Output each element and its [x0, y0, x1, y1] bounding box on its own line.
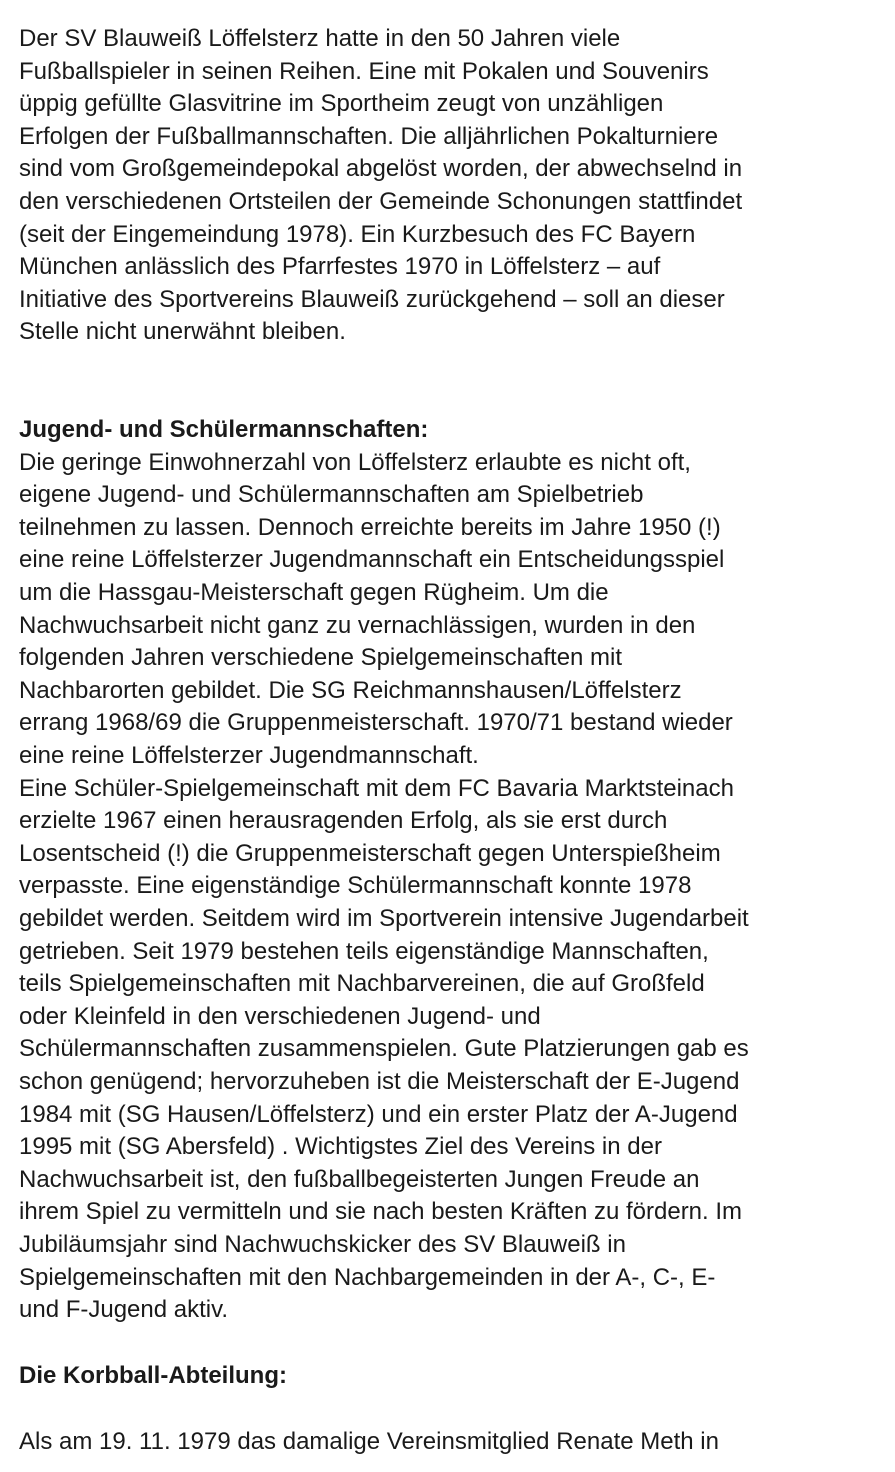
text-line: Stelle nicht unerwähnt bleiben.: [19, 318, 346, 346]
text-line: Erfolgen der Fußballmannschaften. Die alljährlichen Pokalturniere: [19, 122, 719, 150]
text-line: Als am 19. 11. 1979 das damalige Vereinsmitglied Renate Meth in: [19, 1428, 719, 1455]
text-line: erzielte 1967 einen herausragenden Erfolg, als sie erst durch: [19, 807, 668, 835]
text-line: teilnehmen zu lassen. Dennoch erreichte bereits im Jahre 1950 (!): [19, 513, 721, 541]
text-line: eine reine Löffelsterzer Jugendmannschaft ein Entscheidungsspiel: [19, 546, 725, 574]
text-line: Eine Schüler-Spielgemeinschaft mit dem FC Bavaria Marktsteinach: [19, 774, 734, 802]
text-line: gebildet werden. Seitdem wird im Sportverein intensive Jugendarbeit: [19, 905, 749, 932]
text-line: München anlässlich des Pfarrfestes 1970 in Löffelsterz – auf: [19, 253, 661, 281]
text-line: oder Kleinfeld in den verschiedenen Jugend- und: [19, 1002, 541, 1030]
text-line: Losentscheid (!) die Gruppenmeisterschaft gegen Unterspießheim: [19, 839, 721, 867]
text-line: üppig gefüllte Glasvitrine im Sportheim zeugt von unzähligen: [19, 90, 664, 118]
text-line: getrieben. Seit 1979 bestehen teils eigenständige Mannschaften,: [19, 937, 709, 965]
text-line: Nachwuchsarbeit ist, den fußballbegeisterten Jungen Freude an: [19, 1165, 700, 1193]
text-line: Der SV Blauweiß Löffelsterz hatte in den 50 Jahren viele: [19, 25, 621, 52]
text-line: den verschiedenen Ortsteilen der Gemeinde Schonungen stattfindet: [19, 188, 743, 215]
section-heading-youth: Jugend- und Schülermannschaften:: [19, 416, 429, 443]
text-line: errang 1968/69 die Gruppenmeisterschaft. 1970/71 bestand wieder: [19, 709, 733, 737]
text-line: Nachwuchsarbeit nicht ganz zu vernachlässigen, wurden in den: [19, 611, 696, 639]
text-line: Schülermannschaften zusammenspielen. Gute Platzierungen gab es: [19, 1035, 749, 1063]
text-line: 1984 mit (SG Hausen/Löffelsterz) und ein erster Platz der A-Jugend: [19, 1100, 738, 1128]
text-line: Initiative des Sportvereins Blauweiß zurückgehend – soll an dieser: [19, 285, 725, 313]
text-line: 1995 mit (SG Abersfeld) . Wichtigstes Ziel des Vereins in der: [19, 1133, 662, 1161]
text-line: eigene Jugend- und Schülermannschaften am Spielbetrieb: [19, 481, 644, 509]
text-line: (seit der Eingemeindung 1978). Ein Kurzbesuch des FC Bayern: [19, 220, 696, 248]
text-line: und F-Jugend aktiv.: [19, 1296, 229, 1324]
text-line: Nachbarorten gebildet. Die SG Reichmannshausen/Löffelsterz: [19, 676, 682, 704]
text-line: verpasste. Eine eigenständige Schülermannschaft konnte 1978: [19, 872, 692, 900]
text-line: Die geringe Einwohnerzahl von Löffelsterz erlaubte es nicht oft,: [19, 448, 691, 476]
text-line: Jubiläumsjahr sind Nachwuchskicker des SV Blauweiß in: [19, 1231, 626, 1258]
text-line: um die Hassgau-Meisterschaft gegen Rügheim. Um die: [19, 579, 609, 606]
text-line: schon genügend; hervorzuheben ist die Meisterschaft der E-Jugend: [19, 1068, 740, 1095]
section-heading-korbball: Die Korbball-Abteilung:: [19, 1362, 287, 1389]
text-line: teils Spielgemeinschaften mit Nachbarvereinen, die auf Großfeld: [19, 970, 705, 998]
text-line: Fußballspieler in seinen Reihen. Eine mit Pokalen und Souvenirs: [19, 57, 709, 85]
text-line: ihrem Spiel zu vermitteln und sie nach besten Kräften zu fördern. Im: [19, 1198, 743, 1226]
text-line: eine reine Löffelsterzer Jugendmannschaft.: [19, 742, 479, 769]
text-line: Spielgemeinschaften mit den Nachbargemeinden in der A-, C-, E-: [19, 1263, 716, 1291]
text-line: folgenden Jahren verschiedene Spielgemeinschaften mit: [19, 644, 623, 672]
text-line: sind vom Großgemeindepokal abgelöst worden, der abwechselnd in: [19, 155, 743, 183]
